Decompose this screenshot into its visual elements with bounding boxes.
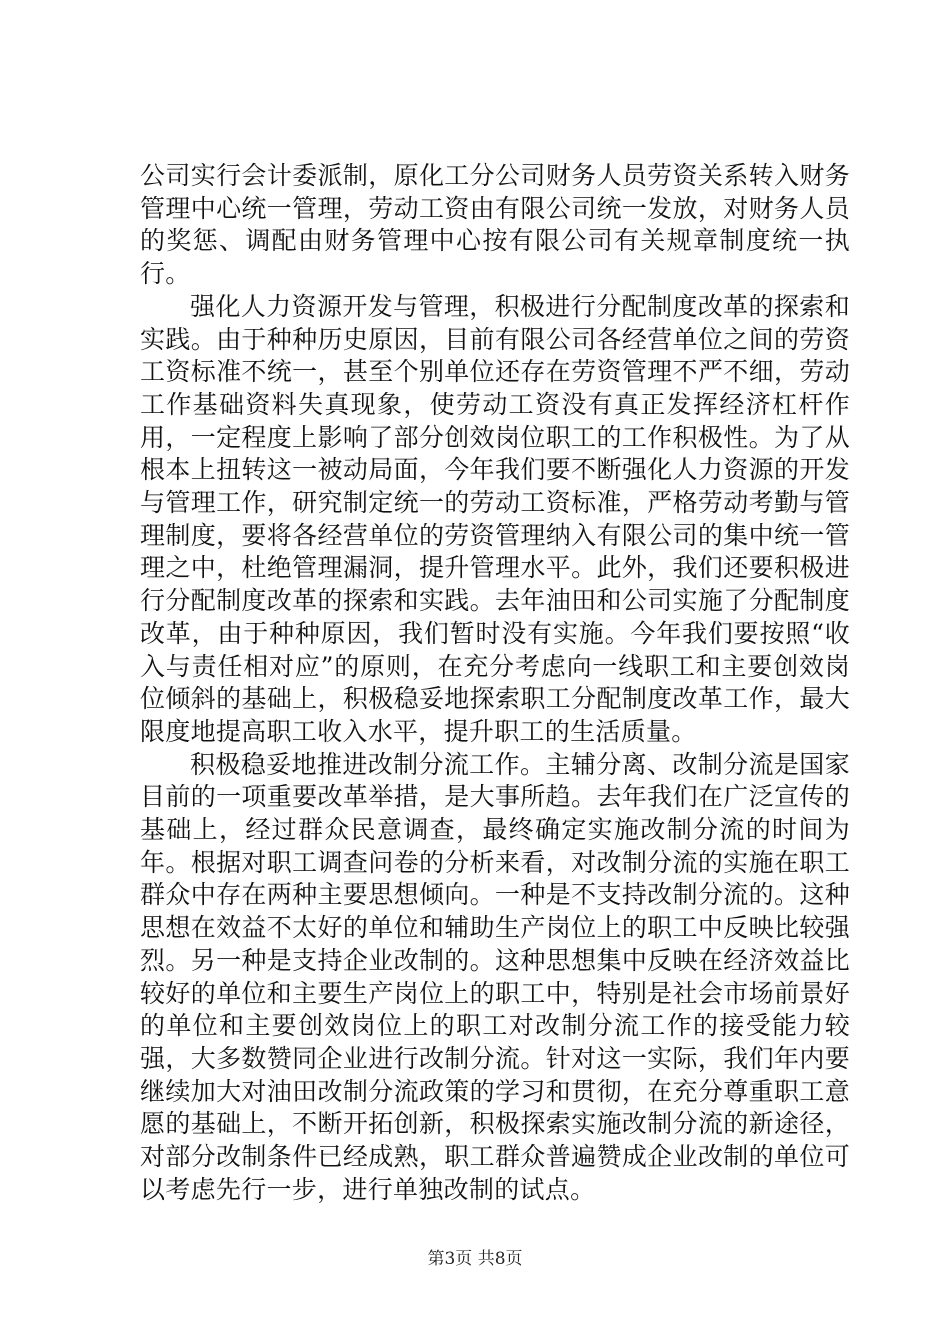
- document-body: [140, 160, 850, 1207]
- paragraph-continuation: 公司实行会计委派制，原化工分公司财务人员劳资关系转入财务管理中心统一管理，劳动工资由有限公司统一发放，对财务人员的奖惩、调配由财务管理中心按有限公司有关规章制度统一执行。: [140, 161, 850, 289]
- page-footer: 第3页 共8页: [427, 1249, 523, 1269]
- paragraph-hr-reform: 强化人力资源开发与管理，积极进行分配制度改革的探索和实践。由于种种历史原因，目前有限公司各经营单位之间的劳资工资标准不统一，甚至个别单位还存在劳资管理不严不细，劳动工作基础资料失真现象，使劳动工资没有真正发挥经济杠杆作用，一定程度上影响了部分创效岗位职工的工作积极性。为了从根本上扭转这一被动局面，今年我们要不断强化人力资源的开发与管理工作，研究制定统一的劳动工资标准，严格劳动考勤与管理制度，要将各经营单位的劳资管理纳入有限公司的集中统一管理之中，杜绝管理漏洞，提升管理水平。此外，我们还要积极进行分配制度改革的探索和实践。去年油田和公司实施了分配制度改革，由于种种原因，我们暂时没有实施。今年我们要按照“收入与责任相对应”的原则，在充分考虑向一线职工和主要创效岗位倾斜的基础上，积极稳妥地探索职工分配制度改革工作，最大限度地提高职工收入水平，提升职工的生活质量。: [140, 291, 850, 746]
- paragraph-restructuring: 积极稳妥地推进改制分流工作。主辅分离、改制分流是国家目前的一项重要改革举措，是大事所趋。去年我们在广泛宣传的基础上，经过群众民意调查，最终确定实施改制分流的时间为年。根据对职工调查问卷的分析来看，对改制分流的实施在职工群众中存在两种主要思想倾向。一种是不支持改制分流的。这种思想在效益不太好的单位和辅助生产岗位上的职工中反映比较强烈。另一种是支持企业改制的。这种思想集中反映在经济效益比较好的单位和主要生产岗位上的职工中，特别是社会市场前景好的单位和主要创效岗位上的职工对改制分流工作的接受能力较强，大多数赞同企业进行改制分流。针对这一实际，我们年内要继续加大对油田改制分流政策的学习和贯彻，在充分尊重职工意愿的基础上，不断开拓创新，积极探索实施改制分流的新途径，对部分改制条件已经成熟，职工群众普遍赞成企业改制的单位可以考虑先行一步，进行单独改制的试点。: [140, 749, 850, 1204]
